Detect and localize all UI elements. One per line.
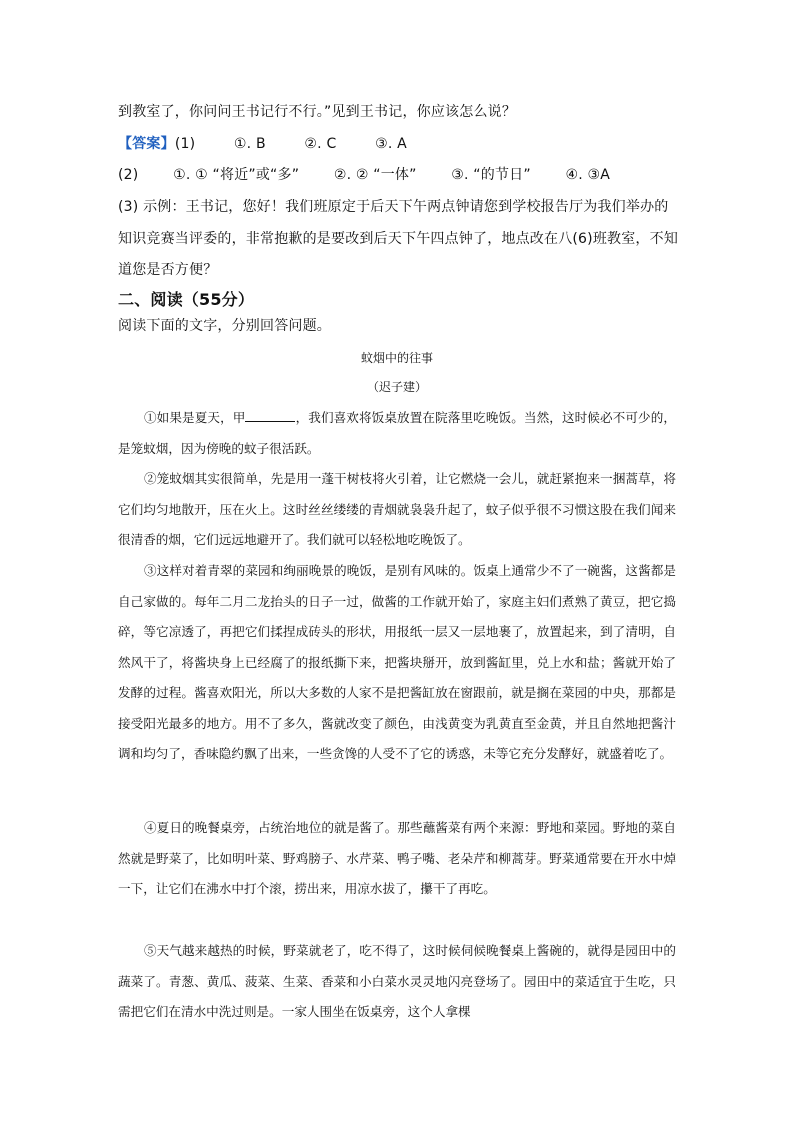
paragraph-4: ④夏日的晚餐桌旁，占统治地位的就是酱了。那些蘸酱菜有两个来源：野地和菜园。野地的菜自然就是野菜了，比如明叶菜、野鸡膀子、水芹菜、鸭子嘴、老朵芹和柳蒿芽。野菜通常要在开水中焯一下，让它们在沸水中打个滚，捞出来，用凉水拔了，攥干了再吃。: [118, 820, 676, 896]
answer-1-number: (1): [174, 136, 196, 152]
paragraph-5: ⑤天气越来越热的时候，野菜就老了，吃不得了，这时候伺候晚餐桌上酱碗的，就得是园田中的蔬菜了。青葱、黄瓜、菠菜、生菜、香菜和小白菜水灵灵地闪亮登场了。园田中的菜适宜于生吃，只需把它们在清水中洗过则是。一家人围坐在饭桌旁，这个人拿棵: [118, 943, 676, 1019]
paragraph-1-start: ①如果是夏天，甲: [144, 410, 246, 425]
answer-line-2: [118, 164, 610, 184]
answer-2-b: ②. ② “一体”: [333, 167, 417, 183]
answer-3-line-2: 知识竞赛当评委的，非常抱歉的是要改到后天下午四点钟了，地点改在八(6)班教室，不知: [118, 231, 679, 247]
section-instruction: 阅读下面的文字，分别回答问题。: [118, 318, 331, 334]
section-heading: 二、阅读（55分）: [118, 290, 255, 309]
answer-line-1: [118, 133, 407, 153]
paragraph-1-rest: ，我们喜欢将饭桌放置在院落里吃晚饭。当然，这时候必不可少的，是笼蚊烟，因为傍晚的蚊子很活跃。: [118, 410, 676, 456]
paragraph-3: ③这样对着青翠的菜园和绚丽晚景的晚饭，是别有风味的。饭桌上通常少不了一碗酱，这酱都是自己家做的。每年二月二龙抬头的日子一过，做酱的工作就开始了，家庭主妇们煮熟了黄豆，把它捣碎，等它凉透了，再把它们揉捏成砖头的形状，用报纸一层又一层地裹了，放置起来，到了清明，自然风干了，将酱块身上已经腐了的报纸撕下来，把酱块掰开，放到酱缸里，兑上水和盐；酱就开始了发酵的过程。酱喜欢阳光，所以大多数的人家不是把酱缸放在窗跟前，就是搁在菜园的中央，那都是接受阳光最多的地方。用不了多久，酱就改变了颜色，由浅黄变为乳黄直至金黄，并且自然地把酱汁调和均匀了，香味隐约飘了出来，一些贪馋的人受不了它的诱惑，未等它充分发酵好，就盛着吃了。: [118, 563, 676, 761]
answer-1-b: ②. C: [304, 136, 337, 152]
article-author: （迟子建）: [366, 380, 427, 394]
paragraph-1: [118, 403, 676, 465]
answer-2-d: ④. ③A: [565, 167, 611, 183]
answer-2-number: (2): [118, 167, 139, 183]
answer-3-line-1: (3) 示例：王书记，您好！我们班原定于后天下午两点钟请您到学校报告厅为我们举办的: [118, 199, 669, 215]
question-text-line: 到教室了，你问问王书记行不行。”见到王书记，你应该怎么说？: [118, 104, 517, 120]
answer-label: 【答案】: [118, 136, 175, 152]
paragraph-2: ②笼蚊烟其实很简单，先是用一蓬干树枝将火引着，让它燃烧一会儿，就赶紧抱来一捆蒿草，将它们均匀地散开，压在火上。这时丝丝缕缕的青烟就袅袅升起了，蚊子似乎很不习惯这股在我们闻来很清香的烟，它们远远地避开了。我们就可以轻松地吃晚饭了。: [118, 471, 676, 547]
article-title: 蚊烟中的往事: [360, 351, 433, 365]
answer-2-c: ③. “的节日”: [451, 167, 531, 183]
answer-1-c: ③. A: [375, 136, 407, 152]
answer-blank[interactable]: [245, 408, 295, 422]
answer-3-line-3: 道您是否方便？: [118, 262, 218, 278]
answer-1-a: ①. B: [233, 136, 266, 152]
answer-2-a: ①. ① “将近”或“多”: [173, 167, 300, 183]
